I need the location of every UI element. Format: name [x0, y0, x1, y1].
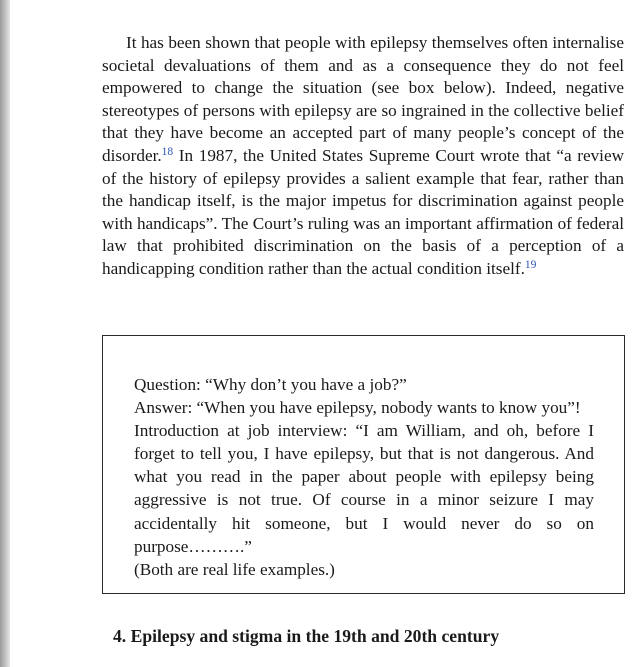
body-text-part-2: In 1987, the United States Supreme Court wrote that “a review of the history of epilepsy provides a salient example that fear, rather than the handicap itself, is the major impetus for discrimination against people with handicaps”. The Court’s ruling was an important affirmation of federal law that prohibited discrimination on the basis of a perception of a handicapping condition rather than the actual condition itself. — [102, 145, 624, 278]
box-note: (Both are real life examples.) — [134, 559, 335, 579]
section-heading: 4. Epilepsy and stigma in the 19th and 20th century — [113, 626, 500, 646]
body-paragraph — [102, 32, 624, 281]
box-answer: Answer: “When you have epilepsy, nobody wants to know you”! — [134, 398, 581, 418]
citation-link-19[interactable]: 19 — [524, 258, 537, 271]
box-question: Question: “Why don’t you have a job?” — [134, 375, 407, 394]
citation-link-18[interactable]: 18 — [161, 145, 174, 158]
example-box-content — [134, 373, 594, 581]
body-text-part-1: It has been shown that people with epilepsy themselves often internalise societal devaluations of them and as a consequence they do not feel empowered to change the situation (see box below). Indeed, negative stereotypes of persons with epilepsy are so ingrained in the collective belief that they have become an accepted part of many people’s concept of the disorder. — [102, 33, 624, 165]
box-introduction: Introduction at job interview: “I am William, and oh, before I forget to tell you, I have epilepsy, but that is not dangerous. And what you read in the paper about people with epilepsy being aggressive is not true. Of course in a minor seizure I may accidentally hit someone, but I would never do so on purpose……….” — [134, 421, 594, 556]
example-box — [102, 335, 625, 594]
document-page — [10, 0, 639, 667]
page-edge-shadow — [0, 0, 10, 667]
